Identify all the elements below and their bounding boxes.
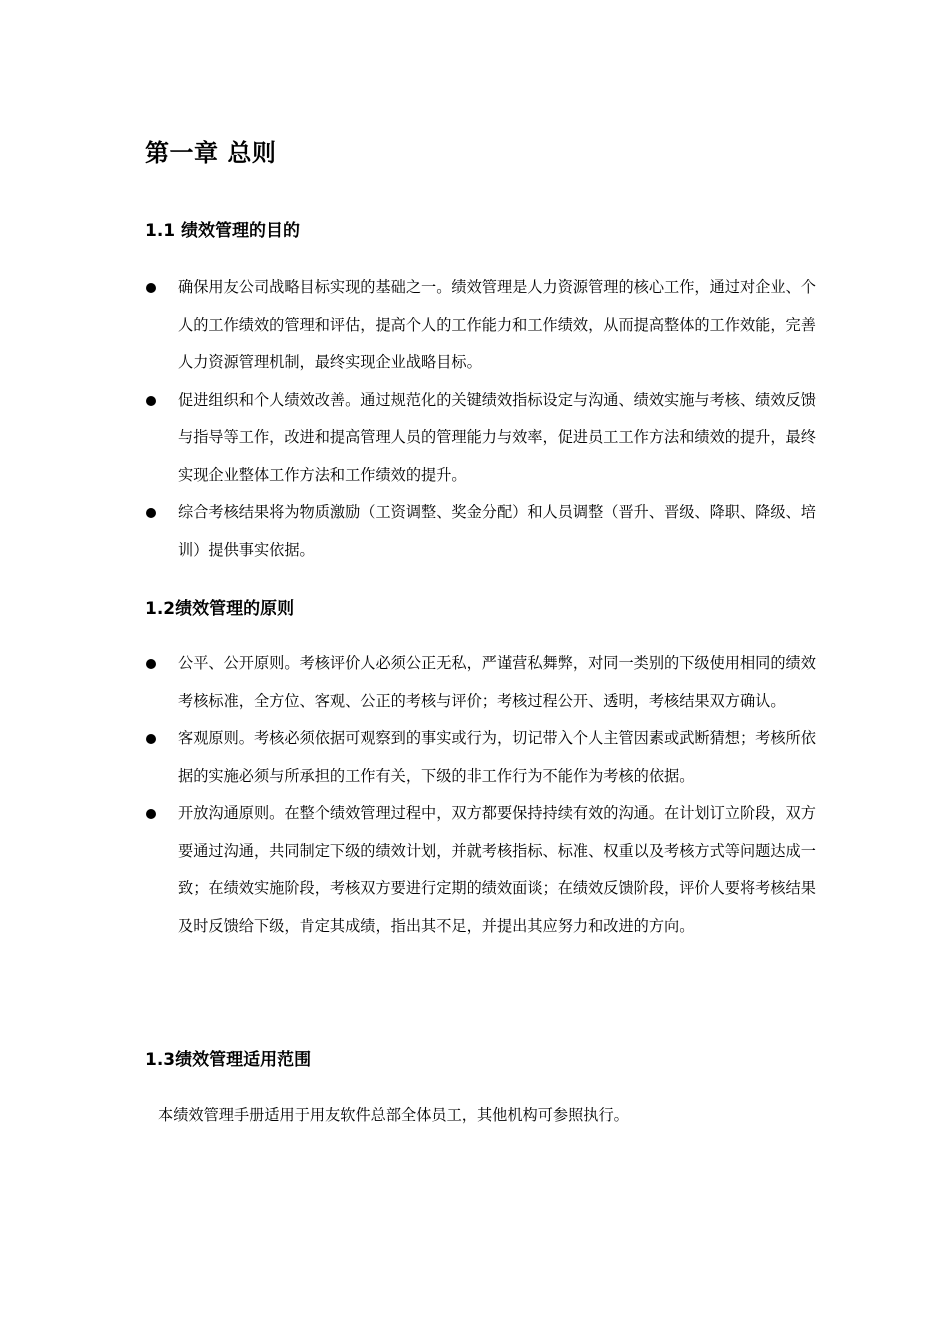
chapter-title: 第一章 总则: [145, 139, 277, 167]
list-item: [145, 494, 820, 569]
bullet-text: 综合考核结果将为物质激励（工资调整、奖金分配）和人员调整（晋升、晋级、降职、降级、培训）提供事实依据。: [178, 503, 816, 559]
bullet-icon: [146, 283, 156, 293]
bullet-icon: [146, 396, 156, 406]
bullet-icon: [146, 659, 156, 669]
bullet-text: 开放沟通原则。在整个绩效管理过程中，双方都要保持持续有效的沟通。在计划订立阶段，双方要通过沟通，共同制定下级的绩效计划，并就考核指标、标准、权重以及考核方式等问题达成一致；在绩效实施阶段，考核双方要进行定期的绩效面谈；在绩效反馈阶段，评价人要将考核结果及时反馈给下级，肯定其成绩，指出其不足，并提出其应努力和改进的方向。: [178, 804, 816, 935]
list-item: [145, 795, 820, 945]
list-item: [145, 720, 820, 795]
list-item: [145, 382, 820, 495]
bullet-text: 客观原则。考核必须依据可观察到的事实或行为，切记带入个人主管因素或武断猜想；考核所依据的实施必须与所承担的工作有关，下级的非工作行为不能作为考核的依据。: [178, 729, 816, 785]
list-item: [145, 269, 820, 382]
section-heading-principles: 1.2绩效管理的原则: [145, 599, 295, 619]
scope-paragraph: 本绩效管理手册适用于用友软件总部全体员工，其他机构可参照执行。: [158, 1106, 629, 1124]
list-item: [145, 645, 820, 720]
bullet-text: 公平、公开原则。考核评价人必须公正无私，严谨营私舞弊，对同一类别的下级使用相同的绩效考核标准，全方位、客观、公正的考核与评价；考核过程公开、透明，考核结果双方确认。: [178, 654, 816, 710]
bullet-text: 确保用友公司战略目标实现的基础之一。绩效管理是人力资源管理的核心工作，通过对企业、个人的工作绩效的管理和评估，提高个人的工作能力和工作绩效，从而提高整体的工作效能，完善人力资源管理机制，最终实现企业战略目标。: [178, 278, 816, 371]
bullet-icon: [146, 508, 156, 518]
bullet-icon: [146, 734, 156, 744]
bullet-icon: [146, 809, 156, 819]
purpose-bullet-list: [145, 269, 820, 569]
section-heading-scope: 1.3绩效管理适用范围: [145, 1050, 312, 1070]
section-heading-purpose: 1.1 绩效管理的目的: [145, 221, 301, 241]
principles-bullet-list: [145, 645, 820, 945]
bullet-text: 促进组织和个人绩效改善。通过规范化的关键绩效指标设定与沟通、绩效实施与考核、绩效反馈与指导等工作，改进和提高管理人员的管理能力与效率，促进员工工作方法和绩效的提升，最终实现企业整体工作方法和工作绩效的提升。: [178, 390, 816, 484]
